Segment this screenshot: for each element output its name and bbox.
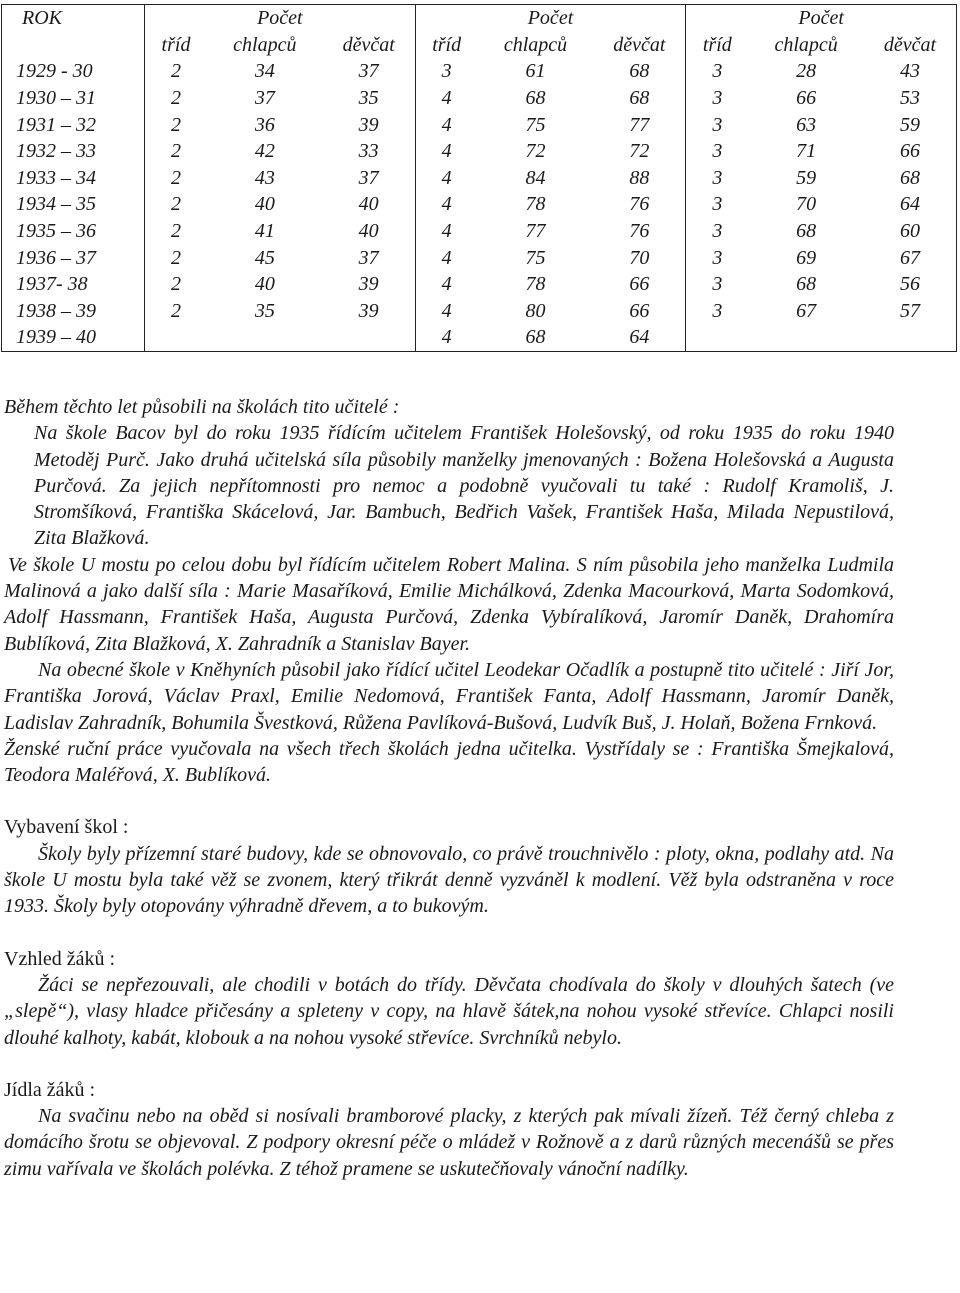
boys-count: 84 <box>525 166 546 189</box>
paragraph-teachers-intro: Během těchto let působili na školách tito učitelé : <box>4 396 400 418</box>
boys-count: 40 <box>254 193 275 216</box>
table-row <box>2 58 957 85</box>
classes-count: 4 <box>441 193 452 216</box>
classes-count: 3 <box>712 87 723 110</box>
year-cell: 1939 – 40 <box>2 324 145 351</box>
document-text <box>4 394 894 1182</box>
boys-count: 68 <box>525 87 546 110</box>
classes-count: 4 <box>441 246 452 269</box>
sub-devcat: děvčat <box>883 33 937 56</box>
boys-count: 67 <box>796 299 817 322</box>
header-pocet-1: Počet <box>145 5 416 32</box>
girls-count: 68 <box>629 60 650 83</box>
boys-count: 75 <box>525 246 546 269</box>
classes-count: 2 <box>171 193 181 216</box>
year-cell: 1932 – 33 <box>2 138 145 165</box>
classes-count: 2 <box>171 299 181 322</box>
sub-trid: tříd <box>161 33 191 56</box>
classes-count: 3 <box>441 60 452 83</box>
classes-count: 3 <box>712 246 723 269</box>
year-cell: 1931 – 32 <box>2 111 145 138</box>
girls-count: 60 <box>900 220 920 243</box>
paragraph-vzhled: Žáci se nepřezouvali, ale chodili v botách do třídy. Děvčata chodívala do školy v dlouhých šatech (ve „slepě“), vlasy hladce přičesány a spleteny v copy, na hlavě šátek,na nohou vysoké střevíce. Chlapci nosili dlouhé kalhoty, kabát, klobouk a na nohou vysoké střevíce. Svrchníků nebylo. <box>4 973 894 1049</box>
boys-count: 71 <box>796 140 817 163</box>
girls-count: 35 <box>358 87 379 110</box>
girls-count: 59 <box>900 113 920 136</box>
classes-count: 4 <box>441 140 452 163</box>
year-cell: 1935 – 36 <box>2 218 145 245</box>
girls-count: 64 <box>629 326 650 349</box>
classes-count: 2 <box>171 166 181 189</box>
classes-count: 4 <box>441 299 452 322</box>
table-row <box>2 85 957 112</box>
classes-count: 3 <box>712 193 723 216</box>
table-row <box>2 271 957 298</box>
header-rok: ROK <box>2 5 145 32</box>
boys-count: 66 <box>796 87 817 110</box>
boys-count: 72 <box>525 140 546 163</box>
paragraph-u-mostu: Ve škole U mostu po celou dobu byl řídícím učitelem Robert Malina. S ním působila jeho manželka Ludmila Malinová a jako další síla : Marie Masaříková, Emilie Michálková, Zdenka Macourková, Marta Sodomková, Adolf Hassmann, František Haša, Augusta Purčová, Zdenka Vybíralíková, Jaromír Daněk, Drahomíra Bublíková, Zita Blažková, X. Zahradník a Stanislav Bayer. <box>4 553 894 655</box>
table-header-row <box>2 5 957 32</box>
girls-count: 56 <box>900 273 920 296</box>
girls-count: 39 <box>358 113 379 136</box>
girls-count: 76 <box>629 220 650 243</box>
boys-count: 36 <box>254 113 275 136</box>
girls-count: 72 <box>629 140 650 163</box>
classes-count: 2 <box>171 220 181 243</box>
paragraph-vybaveni: Školy byly přízemní staré budovy, kde se obnovovalo, co právě trouchnivělo : ploty, okna, podlahy atd. Na škole U mostu byla také věž se zvonem, který třikrát denně vyzváněl k modlení. Věž byla odstraněna v roce 1933. Školy byly otopovány výhradně dřevem, a to bukovým. <box>4 842 894 918</box>
boys-count: 61 <box>525 60 546 83</box>
classes-count: 3 <box>712 299 723 322</box>
school-statistics-table <box>1 4 957 352</box>
girls-count: 88 <box>629 166 650 189</box>
girls-count: 37 <box>358 246 379 269</box>
heading-vybaveni: Vybavení škol : <box>4 816 129 839</box>
boys-count: 42 <box>254 140 275 163</box>
table-row <box>2 324 957 351</box>
table-row <box>2 111 957 138</box>
paragraph-knehyne: Na obecné škole v Kněhyních působil jako řídící učitel Leodekar Očadlík a postupně tito učitelé : Jiří Jor, Františka Jorová, Václav Praxl, Emilie Nedomová, František Fanta, Adolf Hassmann, Jaromír Daněk, Ladislav Zahradník, Bohumila Švestková, Růžena Pavlíková-Bušová, Ludvík Buš, J. Holaň, Božena Frnková. <box>4 658 894 734</box>
table-row <box>2 244 957 271</box>
sub-devcat: děvčat <box>342 33 395 56</box>
classes-count: 3 <box>712 140 723 163</box>
year-cell: 1938 – 39 <box>2 298 145 325</box>
table-row <box>2 138 957 165</box>
girls-count: 66 <box>629 299 650 322</box>
girls-count: 57 <box>900 299 920 322</box>
girls-count: 70 <box>629 246 650 269</box>
girls-count: 67 <box>900 246 920 269</box>
boys-count: 63 <box>796 113 817 136</box>
sub-chlapcu: chlapců <box>503 33 568 56</box>
header-pocet-2: Počet <box>415 5 686 32</box>
heading-jidla: Jídla žáků : <box>4 1078 96 1101</box>
boys-count: 34 <box>254 60 275 83</box>
table-row <box>2 218 957 245</box>
classes-count: 4 <box>441 273 452 296</box>
classes-count: 3 <box>712 113 723 136</box>
boys-count: 40 <box>254 273 275 296</box>
header-pocet-3: Počet <box>686 5 957 32</box>
boys-count: 68 <box>796 273 817 296</box>
sub-chlapcu: chlapců <box>233 33 297 56</box>
classes-count: 3 <box>712 60 723 83</box>
classes-count: 2 <box>171 60 181 83</box>
girls-count: 37 <box>358 60 379 83</box>
year-cell: 1930 – 31 <box>2 85 145 112</box>
classes-count: 4 <box>441 87 452 110</box>
girls-count: 76 <box>629 193 650 216</box>
table-row <box>2 191 957 218</box>
girls-count: 40 <box>358 220 379 243</box>
girls-count: 68 <box>900 166 920 189</box>
paragraph-bacov: Na škole Bacov byl do roku 1935 řídícím učitelem František Holešovský, od roku 1935 do roku 1940 Metoděj Purč. Jako druhá učitelská síla působily manželky jmenovaných : Božena Holešovská a Augusta Purčová. Za jejich nepřítomnosti pro nemoc a podobně vyučovali tu také : Rudolf Kramoliš, J. Stromšíková, Františka Skácelová, Jar. Bambuch, Bedřich Vašek, František Haša, Milada Nepustilová, Zita Blažková. <box>34 422 894 550</box>
year-cell: 1936 – 37 <box>2 244 145 271</box>
sub-trid: tříd <box>702 33 732 56</box>
boys-count: 35 <box>254 299 275 322</box>
girls-count: 68 <box>629 87 650 110</box>
boys-count: 28 <box>796 60 817 83</box>
boys-count: 45 <box>254 246 275 269</box>
girls-count: 37 <box>358 166 379 189</box>
boys-count: 68 <box>796 220 817 243</box>
year-cell: 1934 – 35 <box>2 191 145 218</box>
boys-count: 80 <box>525 299 546 322</box>
boys-count: 43 <box>254 166 275 189</box>
boys-count: 70 <box>796 193 817 216</box>
classes-count: 3 <box>712 166 723 189</box>
classes-count: 2 <box>171 273 181 296</box>
boys-count: 68 <box>525 326 546 349</box>
boys-count: 78 <box>525 193 546 216</box>
boys-count: 41 <box>254 220 275 243</box>
sub-chlapcu: chlapců <box>774 33 838 56</box>
girls-count: 39 <box>358 299 379 322</box>
year-cell: 1937- 38 <box>2 271 145 298</box>
sub-trid: tříd <box>432 33 462 56</box>
girls-count: 39 <box>358 273 379 296</box>
year-cell: 1933 – 34 <box>2 165 145 192</box>
boys-count: 59 <box>796 166 817 189</box>
girls-count: 43 <box>900 60 920 83</box>
classes-count: 4 <box>441 113 452 136</box>
classes-count: 3 <box>712 220 723 243</box>
girls-count: 33 <box>358 140 379 163</box>
boys-count: 77 <box>525 220 546 243</box>
classes-count: 4 <box>441 326 452 349</box>
year-cell: 1929 - 30 <box>2 58 145 85</box>
classes-count: 4 <box>441 166 452 189</box>
girls-count: 53 <box>900 87 920 110</box>
girls-count: 66 <box>629 273 650 296</box>
table-subheader-row <box>2 32 957 59</box>
paragraph-jidla: Na svačinu nebo na oběd si nosívali bramborové placky, z kterých pak mívali žízeň. Též černý chleba z domácího šrotu se objevoval. Z podpory okresní péče o mládež v Rožnově a z darů různých mecenášů se přes zimu vařívala ve školách polévka. Z téhož pramene se uskutečňovaly vánoční nadílky. <box>4 1105 894 1180</box>
paragraph-rucni-prace: Ženské ruční práce vyučovala na všech třech školách jedna učitelka. Vystřídaly se : Františka Šmejkalová, Teodora Maléřová, X. Bublíková. <box>4 737 894 787</box>
classes-count: 2 <box>171 113 181 136</box>
girls-count: 64 <box>900 193 920 216</box>
table-row <box>2 298 957 325</box>
girls-count: 66 <box>900 140 920 163</box>
classes-count: 2 <box>171 140 181 163</box>
table-row <box>2 165 957 192</box>
boys-count: 37 <box>254 87 275 110</box>
girls-count: 40 <box>358 193 379 216</box>
boys-count: 78 <box>525 273 546 296</box>
classes-count: 4 <box>441 220 452 243</box>
classes-count: 3 <box>712 273 723 296</box>
classes-count: 2 <box>171 87 181 110</box>
boys-count: 69 <box>796 246 817 269</box>
girls-count: 77 <box>629 113 650 136</box>
classes-count: 2 <box>171 246 181 269</box>
sub-devcat: děvčat <box>613 33 666 56</box>
heading-vzhled: Vzhled žáků : <box>4 947 116 970</box>
boys-count: 75 <box>525 113 546 136</box>
